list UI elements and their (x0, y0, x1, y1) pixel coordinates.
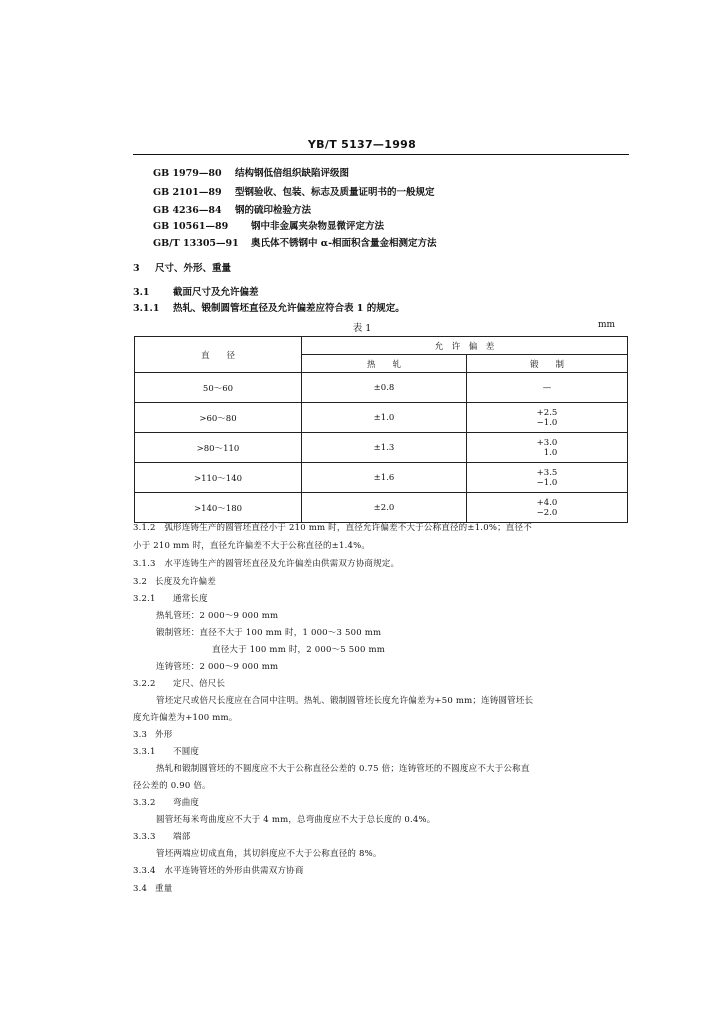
reference-item (153, 168, 349, 180)
cell-hot-rolled: ±0.8 (302, 373, 467, 403)
paragraph-line: 3.1.3 水平连铸生产的圆管坯直径及允许偏差由供需双方协商规定。 (133, 559, 400, 569)
standard-code-header: YB/T 5137—1998 (307, 138, 417, 151)
paragraph-line: 管坯两端应切成直角，其切斜度应不大于公称直径的 8%。 (156, 849, 382, 859)
section-heading: 3.3 外形 (133, 730, 173, 740)
reference-code: GB 1979—80 (153, 168, 222, 179)
paragraph-line: 小于 210 mm 时，直径允许偏差不大于公称直径的±1.4%。 (133, 541, 371, 551)
column-header-forged: 锻 制 (467, 355, 628, 373)
paragraph-line: 3.3.4 水平连铸管坯的外形由供需双方协商 (133, 866, 304, 876)
column-header-hot-rolled: 热 轧 (302, 355, 467, 373)
cell-forged: — (467, 373, 628, 403)
section-heading: 3.2 长度及允许偏差 (133, 577, 216, 587)
cell-diameter: >80～110 (135, 433, 302, 463)
cell-forged: +4.0 −2.0 (467, 493, 628, 523)
reference-item (153, 221, 384, 233)
cell-hot-rolled: ±1.0 (302, 403, 467, 433)
reference-code: GB 2101—89 (153, 187, 222, 198)
table-header-row (135, 337, 628, 355)
table-row (135, 373, 628, 403)
tolerance-table (134, 336, 628, 523)
section-heading: 3.2.1 通常长度 (133, 594, 208, 604)
reference-item (153, 238, 437, 250)
table-row (135, 403, 628, 433)
paragraph-line: 度允许偏差为+100 mm。 (133, 713, 238, 723)
reference-title: 钢中非金属夹杂物显微评定方法 (251, 221, 385, 232)
paragraph-line: 管坯定尺或倍尺长度应在合同中注明。热轧、锻制圆管坯长度允许偏差为+50 mm；连铸圆管坯长 (156, 696, 534, 706)
section-heading: 3.4 重量 (133, 884, 173, 894)
column-header-diameter: 直 径 (135, 337, 302, 373)
section-heading: 3.3.1 不圆度 (133, 747, 200, 757)
section-heading: 3.2.2 定尺、倍尺长 (133, 679, 226, 689)
reference-title: 钢的硫印检验方法 (235, 205, 312, 216)
reference-item (153, 205, 311, 217)
header-rule (133, 154, 629, 155)
cell-hot-rolled: ±2.0 (302, 493, 467, 523)
table-unit: mm (598, 320, 616, 330)
cell-diameter: >140～180 (135, 493, 302, 523)
paragraph-line: 热轧和锻制圆管坯的不圆度应不大于公称直径公差的 0.75 倍；连铸管坯的不圆度应不大于公称直 (156, 764, 530, 774)
paragraph-line: 圆管坯每米弯曲度应不大于 4 mm，总弯曲度应不大于总长度的 0.4%。 (156, 815, 436, 825)
table-title: 表 1 (352, 323, 372, 334)
paragraph-line: 3.1.2 弧形连铸生产的圆管坯直径小于 210 mm 时，直径允许偏差不大于公称直径的±1.0%；直径不 (133, 523, 532, 533)
reference-code: GB 4236—84 (153, 205, 222, 216)
section-paragraph: 3.1.1 热轧、锻制圆管坯直径及允许偏差应符合表 1 的规定。 (133, 303, 405, 314)
cell-forged: +3.5 −1.0 (467, 463, 628, 493)
cell-hot-rolled: ±1.6 (302, 463, 467, 493)
cell-diameter: >110～140 (135, 463, 302, 493)
cell-diameter: 50～60 (135, 373, 302, 403)
reference-code: GB/T 13305—91 (153, 238, 239, 249)
cell-hot-rolled: ±1.3 (302, 433, 467, 463)
section-heading: 3.1 截面尺寸及允许偏差 (133, 287, 259, 298)
section-heading: 3 尺寸、外形、重量 (133, 263, 232, 274)
table-row (135, 493, 628, 523)
reference-code: GB 10561—89 (153, 221, 229, 232)
paragraph-line: 连铸管坯：2 000～9 000 mm (156, 662, 279, 672)
reference-title: 结构钢低倍组织缺陷评级图 (235, 168, 350, 179)
paragraph-line: 直径大于 100 mm 时，2 000～5 500 mm (212, 645, 386, 655)
paragraph-line: 径公差的 0.90 倍。 (133, 781, 211, 791)
cell-diameter: >60～80 (135, 403, 302, 433)
cell-forged: +2.5 −1.0 (467, 403, 628, 433)
table-row (135, 463, 628, 493)
section-heading: 3.3.3 端部 (133, 832, 191, 842)
paragraph-line: 热轧管坯：2 000～9 000 mm (156, 611, 279, 621)
table-row (135, 433, 628, 463)
paragraph-line: 锻制管坯：直径不大于 100 mm 时，1 000～3 500 mm (156, 628, 382, 638)
column-header-tolerance: 允 许 偏 差 (302, 337, 628, 355)
reference-title: 型钢验收、包装、标志及质量证明书的一般规定 (235, 187, 435, 198)
section-heading: 3.3.2 弯曲度 (133, 798, 200, 808)
reference-title: 奥氏体不锈钢中 α-相面积含量金相测定方法 (251, 238, 437, 249)
cell-forged: +3.0 1.0 (467, 433, 628, 463)
reference-item (153, 187, 435, 199)
